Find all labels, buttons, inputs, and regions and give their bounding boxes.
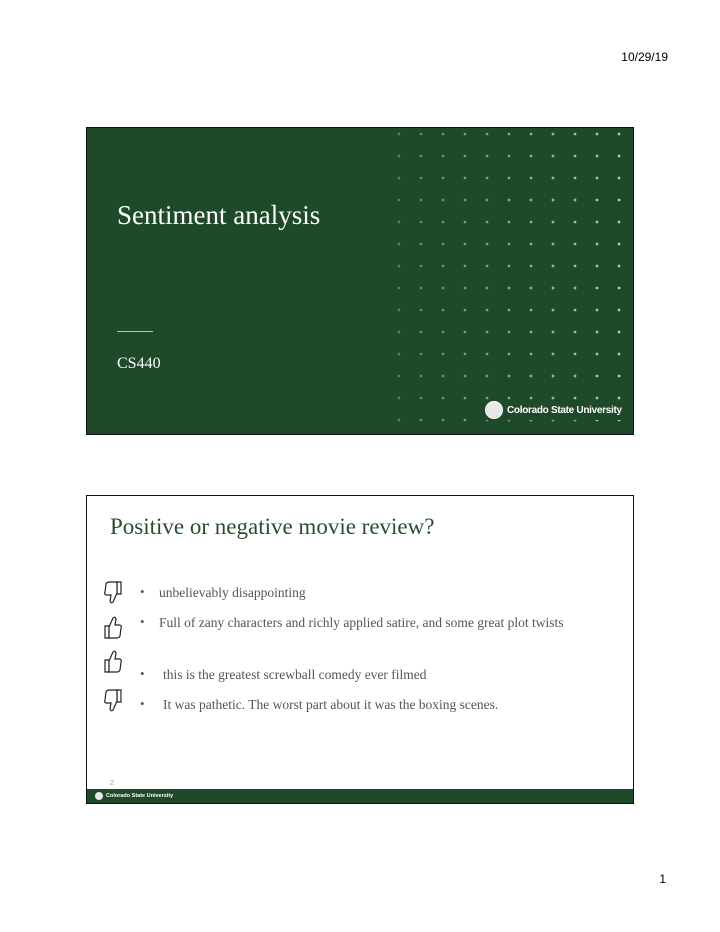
decorative-dot	[486, 133, 489, 136]
decorative-dot	[552, 199, 555, 202]
review-text: Full of zany characters and richly applied satire, and some great plot twists	[159, 615, 564, 630]
decorative-dot	[618, 199, 621, 202]
decorative-dot	[486, 397, 489, 400]
slide-number: 2	[110, 780, 114, 787]
slide-footer-bar	[87, 789, 634, 803]
decorative-dot	[618, 331, 621, 334]
decorative-dot	[530, 199, 533, 202]
decorative-dot	[508, 155, 511, 158]
decorative-dot	[530, 353, 533, 356]
decorative-dot	[486, 199, 489, 202]
decorative-dot	[398, 243, 401, 246]
decorative-dot	[552, 155, 555, 158]
decorative-dot	[442, 199, 445, 202]
decorative-dot	[442, 331, 445, 334]
decorative-dot	[420, 199, 423, 202]
decorative-dot	[398, 155, 401, 158]
decorative-dot	[464, 221, 467, 224]
decorative-dot	[442, 265, 445, 268]
ram-logo-icon	[95, 792, 103, 800]
decorative-dot	[618, 177, 621, 180]
decorative-dot	[574, 353, 577, 356]
decorative-dot	[442, 287, 445, 290]
decorative-dot	[398, 331, 401, 334]
decorative-dot	[552, 309, 555, 312]
review-text: unbelievably disappointing	[159, 585, 306, 600]
decorative-dot	[420, 419, 423, 422]
decorative-dot	[486, 155, 489, 158]
decorative-dot	[508, 133, 511, 136]
decorative-dot	[398, 265, 401, 268]
ram-logo-icon	[485, 401, 503, 419]
decorative-dot	[464, 419, 467, 422]
decorative-dot	[398, 221, 401, 224]
decorative-dot	[552, 287, 555, 290]
decorative-dot	[530, 287, 533, 290]
decorative-dot	[420, 177, 423, 180]
slide-1-subtitle: CS440	[117, 355, 161, 372]
decorative-dot	[420, 155, 423, 158]
decorative-dot	[552, 221, 555, 224]
decorative-dot	[574, 221, 577, 224]
decorative-dot	[398, 133, 401, 136]
decorative-dot	[442, 133, 445, 136]
decorative-dot	[398, 199, 401, 202]
decorative-dot	[486, 243, 489, 246]
decorative-dot	[574, 287, 577, 290]
review-text: this is the greatest screwball comedy ever filmed	[163, 667, 427, 682]
decorative-dot	[596, 331, 599, 334]
decorative-dot	[508, 309, 511, 312]
decorative-dot-pattern	[387, 128, 634, 435]
decorative-dot	[398, 177, 401, 180]
decorative-dot	[420, 353, 423, 356]
decorative-dot	[552, 133, 555, 136]
title-divider	[117, 331, 153, 332]
decorative-dot	[464, 331, 467, 334]
decorative-dot	[530, 155, 533, 158]
decorative-dot	[596, 199, 599, 202]
decorative-dot	[552, 265, 555, 268]
decorative-dot	[420, 243, 423, 246]
thumbs-up-icon	[103, 614, 125, 640]
page-number: 1	[659, 872, 666, 886]
decorative-dot	[618, 309, 621, 312]
decorative-dot	[508, 287, 511, 290]
bullet-marker: •	[140, 584, 145, 599]
decorative-dot	[398, 397, 401, 400]
decorative-dot	[420, 397, 423, 400]
decorative-dot	[530, 397, 533, 400]
decorative-dot	[574, 397, 577, 400]
decorative-dot	[574, 243, 577, 246]
decorative-dot	[530, 221, 533, 224]
thumbs-down-icon	[103, 688, 125, 714]
decorative-dot	[464, 265, 467, 268]
decorative-dot	[552, 331, 555, 334]
review-text: It was pathetic. The worst part about it was the boxing scenes.	[163, 697, 499, 712]
bullet-marker: •	[140, 614, 145, 629]
decorative-dot	[464, 243, 467, 246]
decorative-dot	[486, 375, 489, 378]
decorative-dot	[442, 221, 445, 224]
footer-logo-text: Colorado State University	[106, 793, 174, 799]
decorative-dot	[574, 133, 577, 136]
decorative-dot	[596, 309, 599, 312]
decorative-dot	[552, 243, 555, 246]
csu-logo	[481, 400, 626, 420]
logo-text: Colorado State University	[507, 404, 622, 416]
decorative-dot	[508, 375, 511, 378]
bullet-marker: •	[140, 666, 145, 681]
decorative-dot	[596, 155, 599, 158]
decorative-dot	[464, 133, 467, 136]
decorative-dot	[618, 221, 621, 224]
slide-1-title: Sentiment analysis	[117, 200, 321, 230]
decorative-dot	[574, 375, 577, 378]
decorative-dot	[486, 221, 489, 224]
decorative-dot	[508, 177, 511, 180]
decorative-dot	[618, 155, 621, 158]
decorative-dot	[618, 287, 621, 290]
decorative-dot	[596, 353, 599, 356]
thumbs-up-icon	[103, 648, 125, 674]
decorative-dot	[464, 177, 467, 180]
decorative-dot	[618, 243, 621, 246]
decorative-dot	[442, 397, 445, 400]
decorative-dot	[574, 331, 577, 334]
decorative-dot	[442, 177, 445, 180]
decorative-dot	[552, 353, 555, 356]
decorative-dot	[486, 309, 489, 312]
decorative-dot	[530, 243, 533, 246]
decorative-dot	[574, 199, 577, 202]
slide-2	[86, 495, 634, 804]
decorative-dot	[464, 155, 467, 158]
decorative-dot	[530, 309, 533, 312]
slide-2-title: Positive or negative movie review?	[110, 514, 435, 539]
decorative-dot	[508, 221, 511, 224]
decorative-dot	[486, 331, 489, 334]
decorative-dot	[596, 177, 599, 180]
decorative-dot	[530, 375, 533, 378]
decorative-dot	[464, 397, 467, 400]
decorative-dot	[530, 331, 533, 334]
decorative-dot	[464, 353, 467, 356]
decorative-dot	[530, 177, 533, 180]
decorative-dot	[508, 331, 511, 334]
decorative-dot	[398, 419, 401, 422]
decorative-dot	[442, 353, 445, 356]
decorative-dot	[618, 353, 621, 356]
decorative-dot	[618, 133, 621, 136]
decorative-dot	[618, 397, 621, 400]
decorative-dot	[508, 397, 511, 400]
decorative-dot	[420, 331, 423, 334]
decorative-dot	[530, 265, 533, 268]
decorative-dot	[596, 265, 599, 268]
decorative-dot	[596, 287, 599, 290]
decorative-dot	[486, 353, 489, 356]
decorative-dot	[486, 265, 489, 268]
decorative-dot	[398, 375, 401, 378]
decorative-dot	[618, 375, 621, 378]
decorative-dot	[420, 265, 423, 268]
decorative-dot	[398, 353, 401, 356]
decorative-dot	[596, 397, 599, 400]
decorative-dot	[442, 419, 445, 422]
decorative-dot	[442, 375, 445, 378]
decorative-dot	[574, 309, 577, 312]
decorative-dot	[508, 243, 511, 246]
decorative-dot	[486, 177, 489, 180]
slide-1	[86, 127, 634, 435]
decorative-dot	[464, 309, 467, 312]
decorative-dot	[464, 199, 467, 202]
decorative-dot	[420, 287, 423, 290]
thumbs-down-icon	[103, 580, 125, 606]
decorative-dot	[596, 133, 599, 136]
decorative-dot	[596, 243, 599, 246]
handout-date: 10/29/19	[621, 50, 668, 64]
decorative-dot	[398, 287, 401, 290]
decorative-dot	[420, 221, 423, 224]
decorative-dot	[420, 309, 423, 312]
decorative-dot	[552, 177, 555, 180]
decorative-dot	[596, 221, 599, 224]
decorative-dot	[508, 353, 511, 356]
decorative-dot	[618, 265, 621, 268]
decorative-dot	[596, 375, 599, 378]
decorative-dot	[442, 243, 445, 246]
decorative-dot	[420, 133, 423, 136]
decorative-dot	[420, 375, 423, 378]
bullet-marker: •	[140, 696, 145, 711]
decorative-dot	[574, 265, 577, 268]
decorative-dot	[442, 155, 445, 158]
decorative-dot	[486, 287, 489, 290]
decorative-dot	[574, 155, 577, 158]
decorative-dot	[398, 309, 401, 312]
decorative-dot	[442, 309, 445, 312]
decorative-dot	[552, 397, 555, 400]
decorative-dot	[464, 375, 467, 378]
decorative-dot	[464, 287, 467, 290]
decorative-dot	[508, 265, 511, 268]
decorative-dot	[530, 133, 533, 136]
decorative-dot	[552, 375, 555, 378]
decorative-dot	[508, 199, 511, 202]
decorative-dot	[574, 177, 577, 180]
